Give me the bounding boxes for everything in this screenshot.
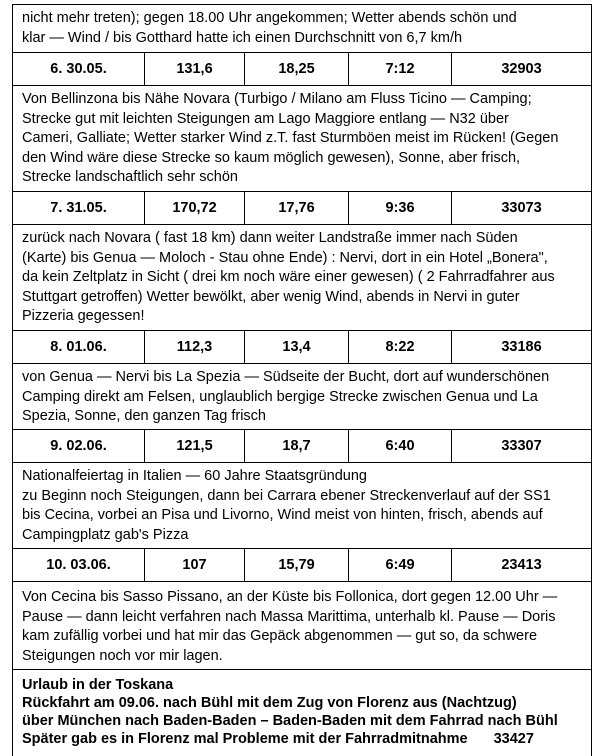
summary-last-line: Später gab es in Florenz mal Probleme mit der Fahrradmitnahme: [22, 731, 468, 747]
text-line: Von Cecina bis Sasso Pissano, an der Küste bis Follonica, dort gegen 12.00 Uhr —: [22, 589, 558, 605]
stage-date: 10. 03.06.: [46, 557, 111, 573]
text-line: Campingplatz gab's Pizza: [22, 526, 189, 543]
text-line: Nationalfeiertag in Italien — 60 Jahre Staatsgründung: [22, 468, 367, 484]
stage-description-10: [13, 582, 591, 670]
stage-row-8: [13, 331, 591, 364]
text-line: bis Cecina, vorbei an Pisa und Livorno, Wind meist von hinten, frisch, abends auf: [22, 507, 543, 523]
text-line: Stuttgart getroffen) Wetter bewölkt, aber wenig Wind, abends in Nervi in guter: [22, 288, 520, 305]
summary-heading: Urlaub in der Toskana: [22, 677, 174, 693]
distance-km: 121,5: [144, 430, 244, 462]
text-line: (Karte) bis Genua — Moloch - Stau ohne Ende) : Nervi, dort in ein Hotel „Bonera",: [22, 249, 548, 266]
stage-date: 9. 02.06.: [50, 438, 107, 454]
text-line: da kein Zeltplatz in Sicht ( drei km noch wäre einer gewesen) ( 2 Fahrradfahrer aus: [22, 269, 555, 285]
stage-description-8: [13, 364, 591, 430]
text-line: Steigungen noch vor mir lagen.: [22, 647, 223, 664]
stage-row-9: [13, 430, 591, 463]
distance-km: 131,6: [144, 53, 244, 85]
distance-km: 170,72: [144, 192, 244, 224]
odometer-km: 32903: [451, 53, 591, 85]
text-line: [22, 730, 581, 748]
final-odometer-km: 33427: [493, 731, 534, 747]
trip-summary: [13, 670, 591, 756]
avg-speed: 18,7: [244, 430, 348, 462]
avg-speed: 18,25: [244, 53, 348, 85]
text-line: nicht mehr treten); gegen 18.00 Uhr angekommen; Wetter abends schön und: [22, 10, 517, 26]
intro-paragraph: [13, 5, 591, 53]
distance-km: 112,3: [144, 331, 244, 363]
stage-description-7: [13, 225, 591, 331]
stage-date: 8. 01.06.: [50, 339, 107, 355]
ride-time: 6:40: [348, 430, 451, 462]
ride-time: 8:22: [348, 331, 451, 363]
text-line: Von Bellinzona bis Nähe Novara (Turbigo / Milano am Fluss Ticino — Camping;: [22, 91, 532, 107]
stage-row-6: [13, 53, 591, 86]
travel-log-document: [12, 4, 592, 756]
odometer-km: 33186: [451, 331, 591, 363]
distance-km: 107: [144, 549, 244, 581]
stage-row-10: [13, 549, 591, 582]
odometer-km: 33073: [451, 192, 591, 224]
stage-description-6: [13, 86, 591, 192]
stage-row-7: [13, 192, 591, 225]
avg-speed: 15,79: [244, 549, 348, 581]
text-line: Strecke gut mit leichten Steigungen am Lago Maggiore entlang — N32 über: [22, 110, 509, 127]
text-line: Strecke landschaftlich sehr schön: [22, 169, 238, 185]
text-line: zurück nach Novara ( fast 18 km) dann weiter Landstraße immer nach Süden: [22, 230, 518, 246]
odometer-km: 23413: [451, 549, 591, 581]
text-line: den Wind wäre diese Strecke so kaum möglich gewesen), Sonne, aber frisch,: [22, 149, 521, 166]
ride-time: 6:49: [348, 549, 451, 581]
text-line: von Genua — Nervi bis La Spezia — Südseite der Bucht, dort auf wunderschönen: [22, 369, 550, 385]
text-line: klar — Wind / bis Gotthard hatte ich einen Durchschnitt von 6,7 km/h: [22, 29, 463, 46]
text-line: kam zufällig vorbei und hat mir das Gepäck abgenommen — gut so, da schwere: [22, 628, 538, 644]
ride-time: 9:36: [348, 192, 451, 224]
text-line: Pause — dann leicht verfahren nach Massa Marittima, unterhalb kl. Pause — Doris: [22, 608, 556, 625]
text-line: Rückfahrt am 09.06. nach Bühl mit dem Zug von Florenz aus (Nachtzug): [22, 695, 517, 711]
avg-speed: 13,4: [244, 331, 348, 363]
text-line: Pizzeria gegessen!: [22, 308, 145, 324]
avg-speed: 17,76: [244, 192, 348, 224]
stage-date: 7. 31.05.: [50, 200, 107, 216]
stage-description-9: [13, 463, 591, 549]
text-line: zu Beginn noch Steigungen, dann bei Carrara ebener Streckenverlauf auf der SS1: [22, 487, 551, 504]
ride-time: 7:12: [348, 53, 451, 85]
text-line: über München nach Baden-Baden – Baden-Baden mit dem Fahrrad nach Bühl: [22, 713, 558, 729]
text-line: Camping direkt am Felsen, unglaublich bergige Strecke zwischen Genua und La: [22, 388, 538, 405]
text-line: Spezia, Sonne, den ganzen Tag frisch: [22, 408, 266, 424]
stage-date: 6. 30.05.: [50, 61, 107, 77]
text-line: Cameri, Galliate; Wetter starker Wind z.T. fast Sturmböen meist im Rücken! (Gegen: [22, 130, 559, 146]
odometer-km: 33307: [451, 430, 591, 462]
